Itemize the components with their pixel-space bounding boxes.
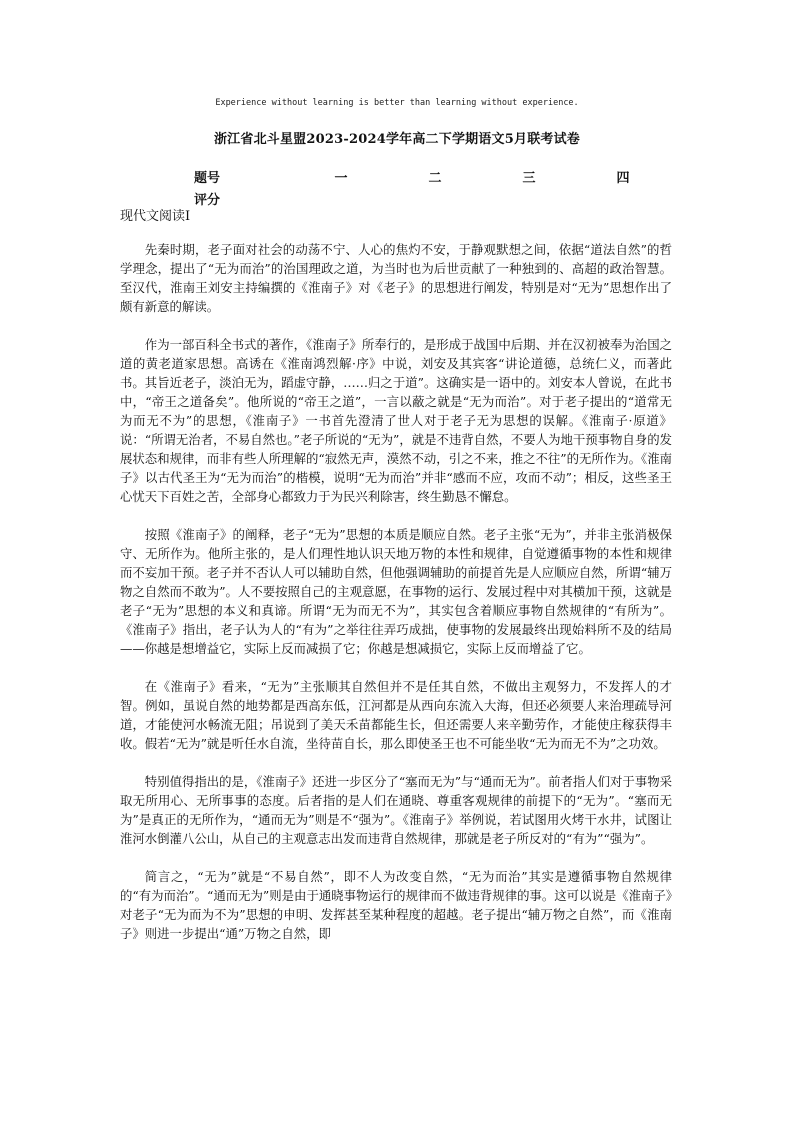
section-title: 现代文阅读Ⅰ: [120, 209, 191, 224]
column-header-2: 二: [428, 170, 442, 186]
question-number-label: 题号: [194, 170, 221, 186]
column-header-3: 三: [522, 170, 536, 186]
score-cell-3: [482, 187, 576, 209]
score-cell-2: [388, 187, 482, 209]
paragraph: 在《淮南子》看来，“无为”主张顺其自然但并不是任其自然，不做出主观努力，不发挥人的才智。例如，虽说自然的地势都是西高东低，江河都是从西向东流入大海，但还必须要人来治理疏导河道，才能使河水畅流无阻；吊说到了美天禾苗都能生长，但还需要人来辛勤劳作，才能使庄稼获得丰收。假若“无为”就是听任水自流，坐待苗自长，那么即使圣王也不可能坐收“无为而无不为”之功效。: [120, 679, 672, 751]
paragraph: 按照《淮南子》的阐释，老子“无为”思想的本质是顺应自然。老子主张“无为”，并非主张消极保守、无所作为。他所主张的，是人们理性地认识天地万物的本性和规律，自觉遵循事物的本性和规律而不妄加干预。老子并不否认人可以辅助自然，但他强调辅助的前提首先是人应顺应自然，所谓“辅万物之自然而不敢为”。人不要按照自己的主观意愿，在事物的运行、发展过程中对其横加干预，这就是老子“无为”思想的本义和真谛。所谓“无为而无不为”，其实包含着顺应事物自然规律的“有所为”。《淮南子》指出，老子认为人的“有为”之举往往弄巧成拙，使事物的发展最终出现始料所不及的结局——你越是想增益它，实际上反而减损了它；你越是想减损它，实际上反而增益了它。: [120, 527, 672, 656]
score-table-header-row: [194, 165, 670, 187]
paragraph: 特别值得指出的是，《淮南子》还进一步区分了“塞而无为”与“通而无为”。前者指人们对于事物采取无所用心、无所事事的态度。后者指的是人们在通晓、尊重客观规律的前提下的“无为”。“塞而无为”是真正的无所作为，“通而无为”则是不“强为”。《淮南子》举例说，若试图用火烤干水井，试图让淮河水倒灌八公山，从自己的主观意志出发而违背自然规律，那就是老子所反对的“有为”“强为”。: [120, 774, 672, 846]
exam-title: 浙江省北斗星盟2023-2024学年高二下学期语文5月联考试卷: [213, 132, 580, 147]
score-cell-1: [294, 187, 388, 209]
score-cell-4: [576, 187, 670, 209]
score-label: 评分: [194, 192, 221, 208]
score-table: [194, 165, 670, 209]
motto-header: Experience without learning is better than learning without experience.: [215, 98, 579, 108]
reading-passage: [120, 240, 672, 962]
column-header-1: 一: [334, 170, 348, 186]
column-header-4: 四: [616, 170, 630, 186]
paragraph: 先秦时期，老子面对社会的动荡不宁、人心的焦灼不安，于静观默想之间，依据“道法自然”的哲学理念，提出了“无为而治”的治国理政之道，为当时也为后世贡献了一种独到的、高超的政治智慧。至汉代，淮南王刘安主持编撰的《淮南子》对《老子》的思想进行阐发，特别是对“无为”思想作出了颇有新意的解读。: [120, 242, 672, 314]
paragraph: 简言之，“无为”就是“不易自然”，即不人为改变自然，“无为而治”其实是遵循事物自然规律的“有为而治”。“通而无为”则是由于通晓事物运行的规律而不做违背规律的事。这可以说是《淮南子》对老子“无为而为不为”思想的申明、发挥甚至某种程度的超越。老子提出“辅万物之自然”，而《淮南子》则进一步提出“通”万物之自然，即: [120, 869, 672, 941]
paragraph: 作为一部百科全书式的著作，《淮南子》所奉行的，是形成于战国中后期、并在汉初被奉为治国之道的黄老道家思想。高诱在《淮南鸿烈解·序》中说，刘安及其宾客“讲论道德，总统仁义，而著此书。其旨近老子，淡泊无为，蹈虚守静，……归之于道”。这确实是一语中的。刘安本人曾说，在此书中，“帝王之道备矣”。他所说的“帝王之道”，一言以蔽之就是“无为而治”。对于老子提出的“道常无为而无不为”的思想，《淮南子》一书首先澄清了世人对于老子无为思想的误解。《淮南子·原道》说：“所谓无治者，不易自然也。”老子所说的“无为”，就是不违背自然，不要人为地干预事物自身的发展状态和规律，而非有些人所理解的“寂然无声，漠然不动，引之不来，推之不往”的无所作为。《淮南子》以古代圣王为“无为而治”的楷模，说明“无为而治”并非“感而不应，攻而不动”；相反，这些圣王心忧天下百姓之苦，全部身心都致力于为民兴利除害，终生勤恳不懈怠。: [120, 337, 672, 504]
score-table-score-row: [194, 187, 670, 209]
